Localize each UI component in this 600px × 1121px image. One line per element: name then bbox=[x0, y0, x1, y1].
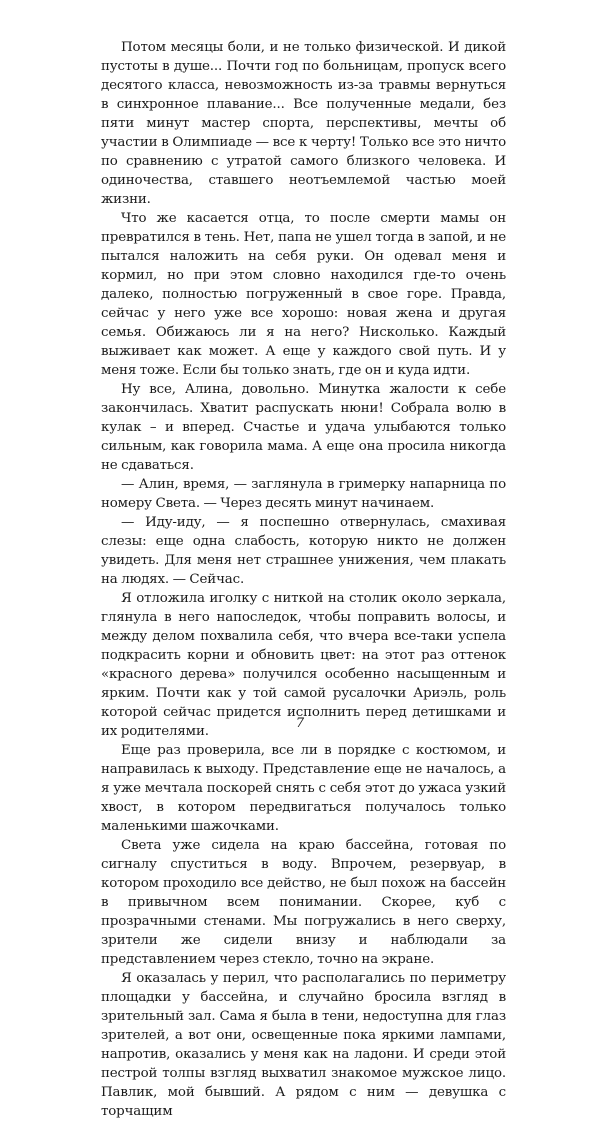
paragraph: Потом месяцы боли, и не только физической. И дикой пустоты в душе... Почти год по больницам, пропуск всего десятого класса, невозможность из-за травмы вернуться в синхронное плавание... Все полученные медали, без пяти минут мастер спорта, перспективы, мечты об участии в Олимпиаде — все к черту! Только все это ничто по сравнению с утратой самого близкого человека. И одиночества, ставшего неотъемлемой частью моей жизни. bbox=[101, 40, 506, 207]
paragraph: Я оказалась у перил, что располагались по периметру площадки у бассейна, и случайно бросила взгляд в зрительный зал. Сама я была в тени, недоступна для глаз зрителей, а вот они, освещенные пока яркими лампами, напротив, оказались у меня как на ладони. И среди этой пестрой толпы взгляд выхватил знакомое мужское лицо. Павлик, мой бывший. А рядом с ним — девушка с торчащим bbox=[101, 971, 506, 1119]
paragraph: — Алин, время, — заглянула в гримерку напарница по номеру Света. — Через десять минут начинаем. bbox=[101, 477, 506, 511]
page-number: 7 bbox=[295, 716, 305, 731]
paragraph: Ну все, Алина, довольно. Минутка жалости к себе закончилась. Хватит распускать нюни! Собрала волю в кулак – и вперед. Счастье и удача улыбаются только сильным, как говорила мама. А еще она просила никогда не сдаваться. bbox=[101, 382, 506, 473]
paragraph: Я отложила иголку с ниткой на столик около зеркала, глянула в него напоследок, чтобы поправить волосы, и между делом похвалила себя, что вчера все-таки успела подкрасить корни и обновить цвет: на этот раз оттенок «красного дерева» получился особенно насыщенным и ярким. Почти как у той самой русалочки Ариэль, роль которой сейчас придется исполнить перед детишками и их родителями. bbox=[101, 591, 506, 739]
paragraph: — Иду-иду, — я поспешно отвернулась, смахивая слезы: еще одна слабость, которую никто не должен увидеть. Для меня нет страшнее унижения, чем плакать на людях. — Сейчас. bbox=[101, 515, 506, 587]
paragraph: Что же касается отца, то после смерти мамы он превратился в тень. Нет, папа не ушел тогда в запой, и не пытался наложить на себя руки. Он одевал меня и кормил, но при этом словно находился где-то очень далеко, полностью погруженный в свое горе. Правда, сейчас у него уже все хорошо: новая жена и другая семья. Обижаюсь ли я на него? Нисколько. Каждый выживает как может. А еще у каждого свой путь. И у меня тоже. Если бы только знать, где он и куда идти. bbox=[101, 211, 506, 378]
page-text-block bbox=[101, 38, 506, 1121]
paragraph: Еще раз проверила, все ли в порядке с костюмом, и направилась к выходу. Представление еще не началось, а я уже мечтала поскорей снять с себя этот до ужаса узкий хвост, в котором передвигаться получалось только маленькими шажочками. bbox=[101, 743, 506, 834]
paragraph: Света уже сидела на краю бассейна, готовая по сигналу спуститься в воду. Впрочем, резервуар, в котором проходило все действо, не был похож на бассейн в привычном всем понимании. Скорее, куб с прозрачными стенами. Мы погружались в него сверху, зрители же сидели внизу и наблюдали за представлением через стекло, точно на экране. bbox=[101, 838, 506, 967]
